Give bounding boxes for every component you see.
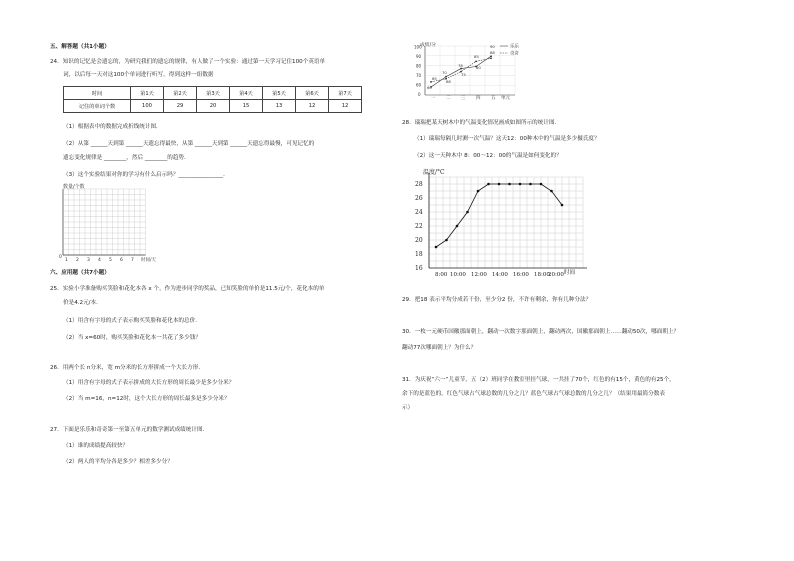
q24-sub2a: （2）从第 ______天到第 ______天遗忘得最快，从第 ______天到第 ______天遗忘得最慢，可见记忆的 (63, 141, 315, 147)
xtick-label: 18:00 (534, 272, 550, 278)
xtick-label: 五 (491, 96, 496, 101)
day-cell: 第7天 (329, 87, 362, 100)
q25-sub2: （2）当 x=60时，购买笑脸和花化本一共花了多少钱？ (63, 335, 201, 341)
q31-line1: 31．为庆祝“六一”儿童节，五（2）班同学在教室里挂气球，一共挂了70个，红色的有15个，黄色的有25个， (402, 377, 675, 383)
ytick-label: 0 (418, 92, 421, 97)
q27-sub2: （2）两人的平均分各是多少？相差多少分？ (63, 459, 173, 465)
point-label: 68 (446, 79, 451, 84)
grid-lines (63, 189, 146, 255)
day-cell: 第2天 (164, 87, 197, 100)
memory-chart-xtick: 2 (76, 258, 79, 263)
q24-sub1: （1）根据表中的数据完成折线统计图． (63, 124, 162, 130)
memory-chart-ylabel: 数量/个数 (63, 184, 85, 190)
grid-lines (429, 177, 583, 268)
ytick-label: 100 (414, 44, 422, 50)
axes (429, 173, 587, 268)
point-label: 80 (476, 65, 481, 70)
point-label: 70 (442, 70, 447, 75)
q25-line2: 价是4.2元/本． (63, 300, 102, 306)
data-point (466, 211, 469, 214)
q26-line1: 26．用两个长 n分米，宽 m分米的长方形拼成一个大长方形． (50, 365, 204, 371)
ytick-label: 70 (416, 73, 422, 78)
value-cell: 15 (230, 100, 263, 113)
score-yticks (414, 45, 422, 98)
xtick-label: 一 (431, 96, 436, 101)
ytick-label: 80 (416, 63, 422, 69)
q25-line1: 25．实验小学准备购买笑脸和花化本各 x 个，作为进步同学的奖品，已知笑脸的单价是11.5元/个，花化本的单 (50, 286, 325, 292)
data-point (430, 81, 432, 83)
ytick-label: 24 (415, 209, 423, 216)
value-cell: 12 (296, 100, 329, 113)
xtick-label: 12:00 (471, 272, 487, 278)
data-point (477, 190, 480, 193)
q31-line2: 余下的是蓝色的，红色气球占气球总数的几分之几？蓝色气球占气球总数的几分之几？（结果用最简分数表 (402, 391, 665, 397)
data-point (498, 183, 501, 186)
grid-lines (425, 46, 515, 95)
xtick-label: 10:00 (450, 272, 466, 278)
data-point (550, 190, 553, 193)
q31-line3: 示） (402, 405, 414, 411)
temperature-chart (413, 163, 588, 278)
xtick-label: 四 (476, 96, 481, 101)
memory-chart-xtick: 5 (109, 258, 112, 263)
value-cell: 12 (329, 100, 362, 113)
day-cell: 第1天 (131, 87, 164, 100)
data-point (490, 55, 492, 57)
table-header-label: 时间 (64, 87, 131, 100)
value-cell: 100 (131, 100, 164, 113)
day-cell: 第5天 (263, 87, 296, 100)
memory-table (63, 86, 362, 113)
q28-sub2: （2）这一天种木中 8：00～12：00的气温是如何变化的？ (414, 153, 562, 159)
data-point (561, 204, 564, 207)
xtick-label: 二 (446, 96, 451, 101)
data-point (487, 183, 490, 186)
table-row (64, 87, 362, 100)
data-point (490, 57, 492, 59)
q24-sub3: （3）这个实验结果对你的学习有什么启示吗？________________． (63, 172, 229, 178)
q26-sub2: （2）当 m=16，n=12时，这个大长方形的周长最多是多少分米？ (63, 396, 230, 402)
legend-qiqi: 奇奇 (510, 51, 519, 57)
memory-chart-origin: 0 (59, 255, 62, 260)
data-point (540, 183, 543, 186)
memory-chart-xtick: 7 (131, 258, 134, 263)
q30-line1: 30．一枚一元硬币国徽那面朝上，翻动一次数字那面朝上，翻动两次，国徽那面朝上……翻动50次，哪面朝上？ (402, 329, 680, 335)
day-cell: 第6天 (296, 87, 329, 100)
temperature-chart-xlabel: 时间 (564, 270, 576, 276)
memory-chart-xtick: 3 (87, 258, 90, 263)
memory-chart-xtick: 4 (98, 258, 101, 263)
ytick-label: 60 (416, 82, 422, 88)
point-label: 85 (474, 54, 479, 59)
ytick-label: 90 (416, 54, 422, 59)
score-chart (412, 40, 532, 100)
q28-sub1: （1）瑞瑞每隔几时测一次气温？这天12：00种木中的气温是多少摄氏度？ (414, 136, 600, 142)
xtick-label: 16:00 (513, 272, 529, 278)
memory-chart-xtick: 1 (65, 258, 68, 263)
q29-line: 29．把18 表示平均分成若干份，至少分2 份，不许有剩余，你有几种分法？ (402, 297, 592, 303)
temperature-chart-ylabel: 温度/°C (423, 169, 445, 176)
ytick-label: 16 (415, 265, 423, 272)
xtick-label: 14:00 (492, 272, 508, 278)
q30-line2: 翻动77次哪面朝上？为什么？ (402, 345, 477, 351)
point-label: 60 (427, 85, 432, 90)
data-point (445, 239, 448, 242)
q27-line1: 27．下面是乐乐和奇奇第一至第五单元的数学测试成绩统计图． (50, 427, 209, 433)
q28-line1: 28．瑞瑞把某天树木中的气温变化情况画成如图所示的统计图． (402, 120, 561, 126)
xtick-label: 单元 (501, 96, 510, 101)
q24-sub2b: 遗忘变化规律是 ________，然后 ________的趋势． (63, 155, 190, 161)
section6-title: 六、应用题（共7小题） (50, 270, 110, 276)
xtick-label: 三 (461, 96, 466, 101)
temperature-xticks (435, 268, 576, 278)
q27-sub1: （1）谁的成绩提高较快？ (63, 443, 129, 449)
memory-chart-xlabel: 时间/天 (141, 258, 157, 263)
point-label: 65 (432, 76, 437, 81)
q24-line1: 24．知识的记忆是会遗忘的，为研究我们的遗忘的规律，有人做了一个实验：通过第一天学习记住100个英语单 (50, 59, 326, 65)
data-point (519, 183, 522, 186)
ytick-label: 26 (415, 195, 423, 202)
ytick-label: 22 (415, 223, 423, 230)
value-cell: 20 (197, 100, 230, 113)
legend-lele: 乐乐 (510, 44, 519, 50)
memory-chart-grid (55, 182, 165, 262)
point-label: 75 (461, 72, 466, 77)
xtick-label: 8:00 (435, 272, 448, 278)
xtick-label: 20:00 (548, 272, 564, 278)
data-point (445, 76, 447, 78)
point-label: 78 (458, 63, 463, 68)
day-cell: 第4天 (230, 87, 263, 100)
point-label: 88 (490, 50, 495, 55)
data-point (456, 225, 459, 228)
data-point (435, 246, 438, 249)
data-point (529, 183, 532, 186)
data-point (475, 60, 477, 62)
ytick-label: 28 (415, 181, 423, 188)
ytick-label: 20 (415, 237, 423, 244)
q25-sub1: （1）用含有字母的式子表示购买笑脸和花化本的总价． (63, 318, 201, 324)
score-chart-ylabel: 成绩/分 (420, 43, 437, 48)
data-point (508, 183, 511, 186)
temperature-yticks (415, 181, 423, 272)
score-point-labels (427, 44, 495, 90)
table-row-label: 记住的单词个数 (64, 100, 131, 113)
q26-sub1: （1）用含有字母的式子表示拼成的大长方形的周长最少是多少分米？ (63, 380, 235, 386)
memory-chart-xtick: 6 (120, 258, 123, 263)
day-cell: 第3天 (197, 87, 230, 100)
ytick-label: 18 (415, 251, 423, 258)
value-cell: 29 (164, 100, 197, 113)
table-row (64, 100, 362, 113)
point-label: 90 (490, 44, 495, 49)
q24-line2: 词，以后每一天对这100个单词进行听写，得到这样一组数据 (63, 72, 214, 78)
section5-title: 五、解答题（共1小题） (50, 44, 110, 50)
value-cell: 13 (263, 100, 296, 113)
